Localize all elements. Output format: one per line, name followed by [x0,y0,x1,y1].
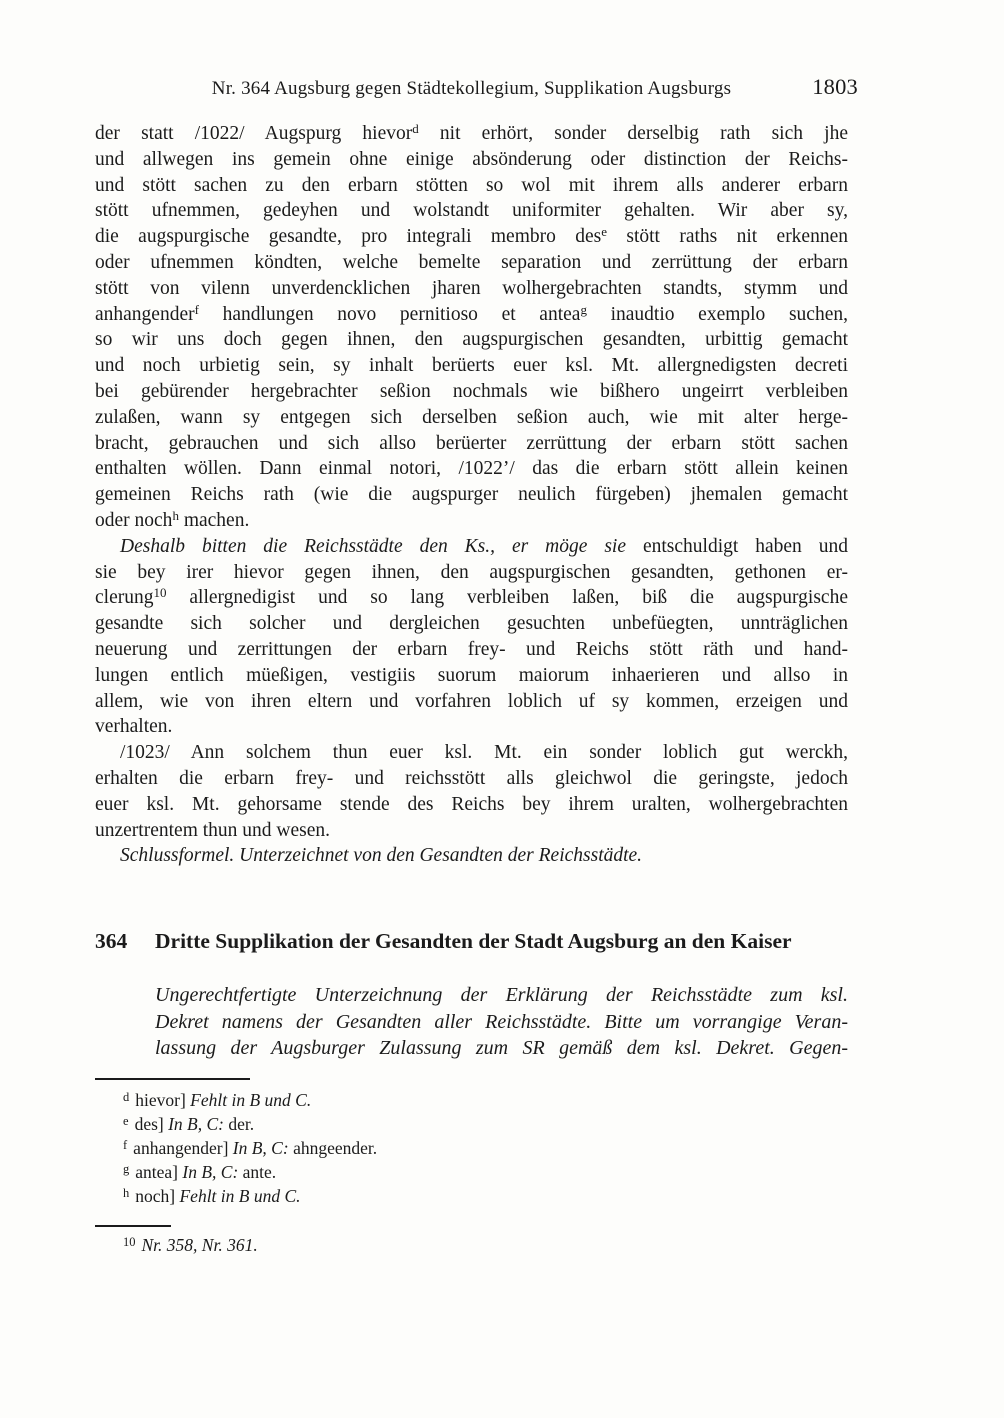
text-run: antea] [135,1161,183,1182]
footnote-item [95,1088,848,1112]
text-run: stött ufnemmen, gedeyhen und wolstandt uniformiter gehalten. Wir aber sy, [95,200,848,222]
text-run: bei gebürender hergebrachter seßion nochmals wie bißhero ungeirrt verbleiben [95,380,848,402]
footnote-marker: g [123,1161,130,1176]
text-run: und allwegen ins gemein ohne einige absönderung oder distinction der Reichs- [95,148,848,170]
text-run: erhalten die erbarn frey- und reichsstött alls gleichwol die geringste, jedoch [95,767,848,789]
text-line [95,147,848,173]
text-run: machen. [178,509,250,531]
section-heading [95,927,848,955]
paragraph-schlussformel [95,843,848,869]
abstract-regest [155,982,848,1062]
italic-text: In B, C: [182,1161,239,1182]
footnote-item [95,1112,848,1136]
numbered-footnotes [95,1233,848,1257]
italic-text: Dekret namens der Gesandten aller Reichsstädte. Bitte um vorrangige Veran- [155,1010,848,1033]
text-line [95,637,848,663]
text-run: der. [224,1113,255,1134]
section-title: Dritte Supplikation der Gesandten der Stadt Augsburg an den Kaiser [155,929,792,954]
text-run: allem, wie von ihren eltern und vorfahren loblich uf sy kommen, erzeigen und [95,690,848,712]
text-run: der statt /1022/ Augspurg hievor [95,123,413,144]
text-run: lungen entlich müeßigen, vestigiis suorum maiorum inhaerieren und allso in [95,664,848,686]
page-number: 1803 [812,74,858,99]
running-head-title: Nr. 364 Augsburg gegen Städtekollegium, Supplikation Augsburgs [211,78,732,99]
text-run: des] [134,1113,169,1134]
text-run: clerung [95,587,154,609]
text-run: noch] [135,1185,180,1206]
text-line [95,250,848,276]
text-run: inaudtio exemplo suchen, [586,303,848,325]
paragraph-supplication [95,121,848,534]
text-run: anhangender [95,303,195,325]
text-run: zulaßen, wann sy entgegen sich derselben seßion auch, wie mit alter herge- [95,406,848,428]
italic-text: lassung der Augsburger Zulassung zum SR gemäß dem ksl. Dekret. Gegen- [155,1037,848,1060]
text-run: verhalten. [95,716,173,738]
text-run: ahngeender. [288,1137,378,1158]
footnote-marker: f [123,1137,128,1152]
text-run: euer ksl. Mt. gehorsame stende des Reichs bey ihrem uralten, wolhergebrachten [95,793,848,815]
footnote-marker: 10 [123,1234,136,1249]
italic-text: Ungerechtfertigte Unterzeichnung der Erklärung der Reichsstädte zum ksl. [155,984,848,1007]
text-column [95,0,858,1257]
text-run: sie bey irer hievor gegen ihnen, den augspurgischen gesandten, gethonen er- [95,561,848,583]
text-line [95,534,848,560]
paragraph-closing [95,740,848,843]
footnote-item [95,1136,848,1160]
text-line [95,173,848,199]
text-line [95,792,848,818]
text-run: entschuldigt haben und [626,535,848,557]
apparatus-separator-rule [95,1078,250,1080]
footnote-item [95,1184,848,1208]
footnote-marker: e [601,224,608,240]
text-line [155,1035,848,1062]
footnote-item [95,1160,848,1184]
text-line [95,456,848,482]
text-run: enthalten wöllen. Dann einmal notori, /1022’/ das die erbarn stött allein keinen [95,458,848,480]
footnote-separator-rule [95,1225,171,1227]
text-run: hievor] [135,1089,191,1110]
text-line [95,198,848,224]
text-run: und stött sachen zu den erbarn stötten so wol mit ihrem alls anderer erbarn [95,174,848,196]
text-line [95,714,848,740]
text-line [95,379,848,405]
text-line [95,689,848,715]
document-body [95,121,848,869]
text-line [95,663,848,689]
footnote-marker: h [172,507,179,523]
italic-text: In B, C: [232,1137,289,1158]
text-run: gemeinen Reichs rath (wie die augspurger neulich fürgeben) jhemalen gemacht [95,484,848,506]
italic-text: Fehlt in B und C. [179,1185,301,1206]
text-line [95,843,848,869]
text-line [95,353,848,379]
footnote-marker: d [412,121,419,136]
text-line [95,121,848,147]
text-run: die augspurgische gesandte, pro integrali membro des [95,226,602,248]
text-run: handlungen novo pernitioso et antea [198,303,581,325]
text-line [95,302,848,328]
footnote-marker: h [123,1185,130,1200]
text-line [95,224,848,250]
footnote-marker: d [123,1089,130,1104]
footnote-marker: 10 [153,585,167,601]
text-line [95,585,848,611]
footnote-marker: e [123,1113,129,1128]
text-line [95,508,848,534]
text-run: unzertrentem thun und wesen. [95,819,331,841]
text-line [95,405,848,431]
text-line [95,560,848,586]
text-run: anhangender] [133,1137,233,1158]
text-line [95,766,848,792]
italic-text: Nr. 358, Nr. 361. [141,1234,258,1255]
text-run: ante. [238,1161,277,1182]
italic-text: Fehlt in B und C. [190,1089,312,1110]
italic-text: Deshalb bitten die Reichsstädte den Ks., er möge sie [120,535,627,557]
text-line [95,431,848,457]
text-line [95,740,848,766]
paragraph-petition [95,534,848,740]
apparatus-notes [95,1088,848,1208]
text-run: oder ufnemmen köndten, welche bemelte separation und zerrüttung der erbarn [95,251,848,273]
text-line [95,611,848,637]
footnote-marker: f [194,301,199,317]
running-head [95,74,858,102]
italic-text: Schlussformel. Unterzeichnet von den Gesandten der Reichsstädte. [120,845,643,867]
italic-text: In B, C: [168,1113,224,1134]
text-line [95,818,848,844]
text-run: nit erhört, sonder derselbig rath sich jhe [418,123,848,144]
text-run: bracht, gebrauchen und sich allso berüerter zerrüttung der erbarn stött sachen [95,432,848,454]
text-run: so wir uns doch gegen ihnen, den augspurgischen gesandten, urbittig gemacht [95,329,848,351]
text-run: oder noch [95,509,173,531]
text-run: allergnedigist und so lang verbleiben laßen, biß die augspurgische [166,587,848,609]
text-run: /1023/ Ann solchem thun euer ksl. Mt. ein sonder loblich gut werckh, [120,742,848,764]
text-run: stött raths nit erkennen [607,226,848,248]
text-line [95,276,848,302]
text-line [155,1009,848,1036]
text-run: und noch urbietig sein, sy inhalt berüerts euer ksl. Mt. allergnedigsten decreti [95,355,848,377]
footnote-item [95,1233,848,1257]
text-line [95,482,848,508]
text-run: neuerung und zerrittungen der erbarn frey- und Reichs stött räth und hand- [95,638,848,660]
section-number: 364 [95,929,128,954]
text-line [95,327,848,353]
text-run: stött von vilenn unverdencklichen jharen wolhergebrachten standts, stymm und [95,277,848,299]
text-line [155,982,848,1009]
text-run: gesandte sich solcher und dergleichen gesuchten unbefüegten, unnträglichen [95,613,848,635]
footnote-marker: g [580,301,587,317]
